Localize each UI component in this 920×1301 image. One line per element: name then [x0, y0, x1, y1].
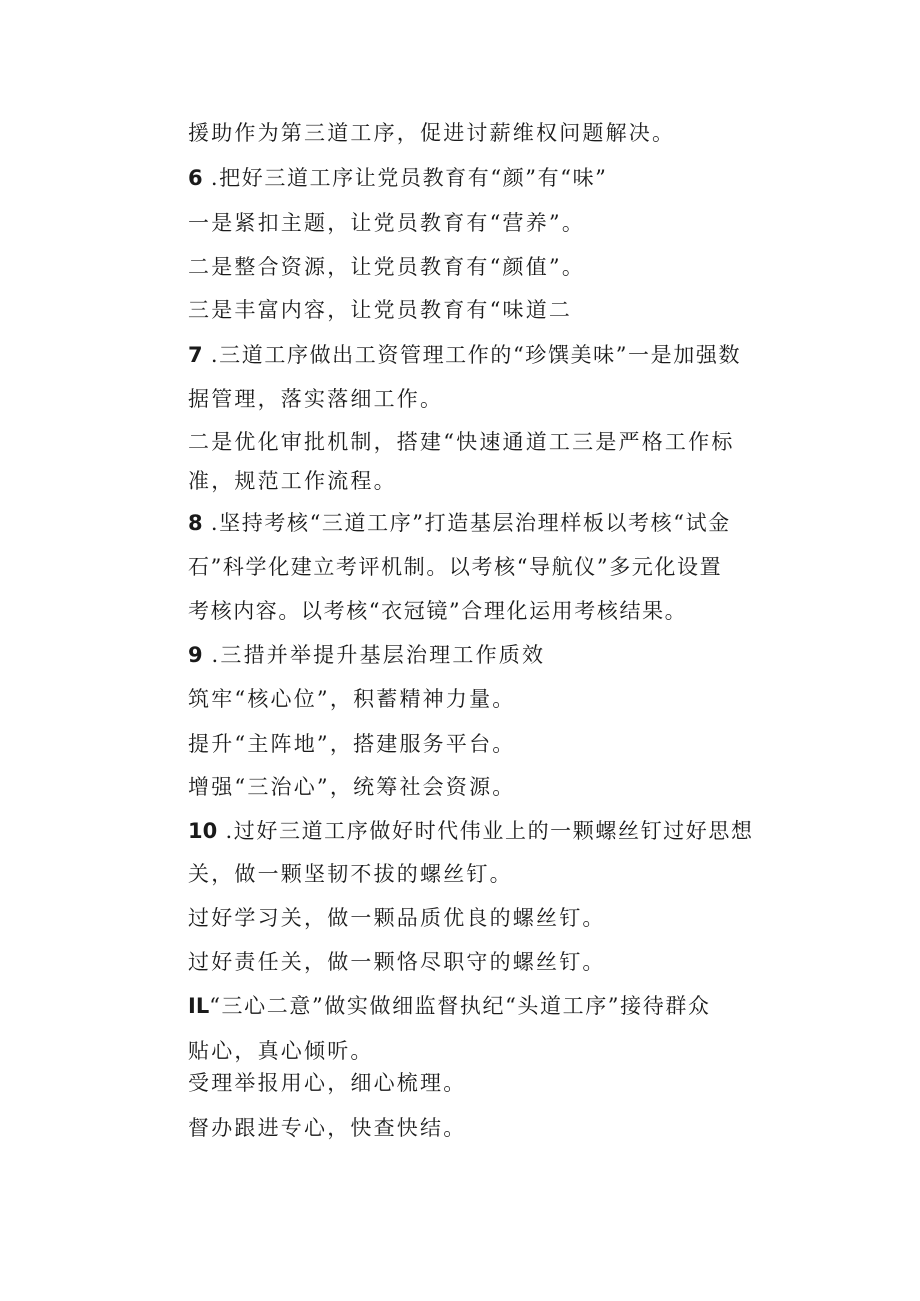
- section-heading-9: 9 .三措并举提升基层治理工作质效: [188, 643, 546, 667]
- paragraph-line: 提升“主阵地”，搭建服务平台。: [188, 732, 516, 756]
- section-heading-8: 8 .坚持考核“三道工序”打造基层治理样板以考核“试金: [188, 511, 731, 535]
- section-heading-10: 10 .过好三道工序做好时代伟业上的一颗螺丝钉过好思想: [188, 819, 754, 843]
- section-heading-6: 6 .把好三道工序让党员教育有“颜”有“味”: [188, 166, 608, 190]
- paragraph-line: 受理举报用心，细心梳理。: [188, 1071, 467, 1095]
- paragraph-line: 二是优化审批机制，搭建“快速通道工三是严格工作标: [188, 430, 735, 454]
- paragraph-line: 二是整合资源，让党员教育有“颜值”。: [188, 255, 586, 279]
- paragraph-line: 过好学习关，做一颗品质优良的螺丝钉。: [188, 906, 606, 930]
- paragraph-line: 援助作为第三道工序，促进讨薪维权问题解决。: [188, 121, 676, 145]
- paragraph-line: 据管理，落实落细工作。: [188, 387, 444, 411]
- paragraph-line: 石”科学化建立考评机制。以考核“导航仪”多元化设置: [188, 555, 723, 579]
- paragraph-line: 关，做一颗坚韧不拔的螺丝钉。: [188, 862, 513, 886]
- section-heading-11: IL“三心二意”做实做细监督执纪“头道工序”接待群众: [188, 994, 711, 1018]
- item-number: 10: [188, 819, 218, 843]
- paragraph-line: 增强“三治心”，统筹社会资源。: [188, 775, 516, 799]
- item-number: 7: [188, 343, 203, 367]
- section-heading-7: 7 .三道工序做出工资管理工作的“珍馔美味”一是加强数: [188, 343, 742, 367]
- paragraph-line: 过好责任关，做一颗恪尽职守的螺丝钉。: [188, 950, 606, 974]
- paragraph-line: 准，规范工作流程。: [188, 469, 397, 493]
- paragraph-line: 考核内容。以考核“衣冠镜”合理化运用考核结果。: [188, 599, 688, 623]
- paragraph-line: 督办跟进专心，快查快结。: [188, 1116, 467, 1140]
- paragraph-line: 三是丰富内容，让党员教育有“味道二: [188, 298, 573, 322]
- item-number: 8: [188, 511, 203, 535]
- paragraph-line: 一是紧扣主题，让党员教育有“营养”。: [188, 211, 586, 235]
- paragraph-line: 贴心，真心倾听。: [188, 1039, 374, 1063]
- paragraph-line: 筑牢“核心位”，积蓄精神力量。: [188, 687, 516, 711]
- item-number: IL: [188, 994, 210, 1018]
- item-number: 9: [188, 643, 203, 667]
- item-number: 6: [188, 166, 203, 190]
